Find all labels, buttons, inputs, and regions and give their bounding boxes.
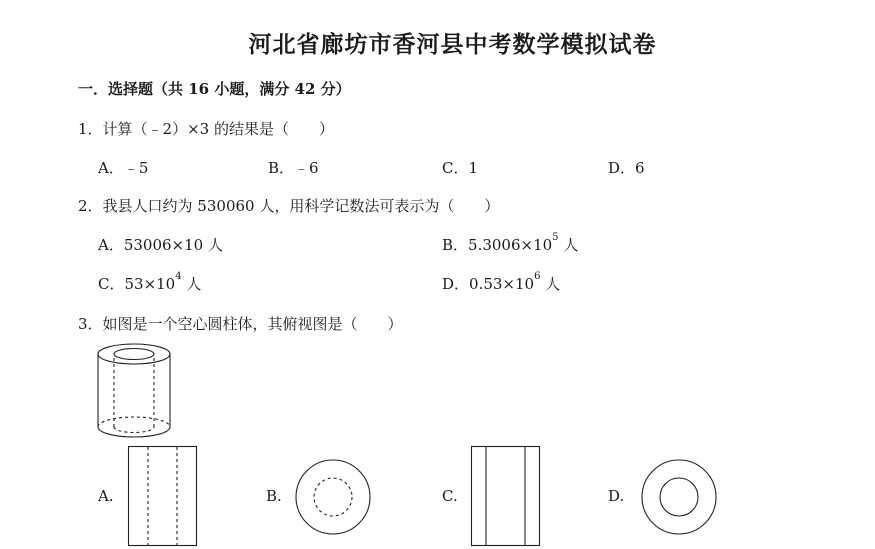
q2-option-c-exponent: 4 xyxy=(175,271,182,282)
q2-option-d-unit: 人 xyxy=(540,275,561,293)
q1-option-b[interactable]: B．﹣6 xyxy=(268,159,319,177)
q2-option-d[interactable] xyxy=(442,273,560,294)
q3-option-a-figure[interactable] xyxy=(128,446,197,546)
q2-option-b-base: B．5.3006×10 xyxy=(442,236,553,254)
q2-option-b[interactable] xyxy=(442,234,578,255)
q3-option-b-label[interactable]: B. xyxy=(266,487,282,505)
q2-option-d-base: D．0.53×10 xyxy=(442,275,535,293)
q3-option-c-figure[interactable] xyxy=(471,446,540,546)
section-heading: 一．选择题（共 16 小题，满分 42 分） xyxy=(78,80,351,98)
question-2-stem: 2．我县人口约为 530060 人，用科学记数法可表示为（ ） xyxy=(78,197,500,215)
q2-option-a[interactable]: A．53006×10 人 xyxy=(98,236,223,254)
q3-option-d-figure[interactable] xyxy=(640,458,718,536)
q2-option-c[interactable] xyxy=(98,273,201,294)
q2-option-b-unit: 人 xyxy=(558,236,579,254)
q3-option-a-label[interactable]: A. xyxy=(98,487,114,505)
q1-option-d[interactable]: D．6 xyxy=(608,159,645,177)
hollow-cylinder-figure xyxy=(94,340,174,442)
q3-option-d-label[interactable]: D. xyxy=(608,487,625,505)
q1-option-a[interactable]: A．﹣5 xyxy=(98,159,149,177)
question-1-stem: 1．计算（﹣2）×3 的结果是（ ） xyxy=(78,120,334,138)
question-3-stem: 3．如图是一个空心圆柱体，其俯视图是（ ） xyxy=(78,315,403,333)
q2-option-b-exponent: 5 xyxy=(552,232,559,243)
q1-option-c[interactable]: C．1 xyxy=(442,159,479,177)
q2-option-c-base: C．53×10 xyxy=(98,275,176,293)
q3-option-b-figure[interactable] xyxy=(294,458,372,536)
q3-option-c-label[interactable]: C. xyxy=(442,487,458,505)
q2-option-d-exponent: 6 xyxy=(534,271,541,282)
q2-option-c-unit: 人 xyxy=(181,275,202,293)
page-title: 河北省廊坊市香河县中考数学模拟试卷 xyxy=(248,31,657,58)
